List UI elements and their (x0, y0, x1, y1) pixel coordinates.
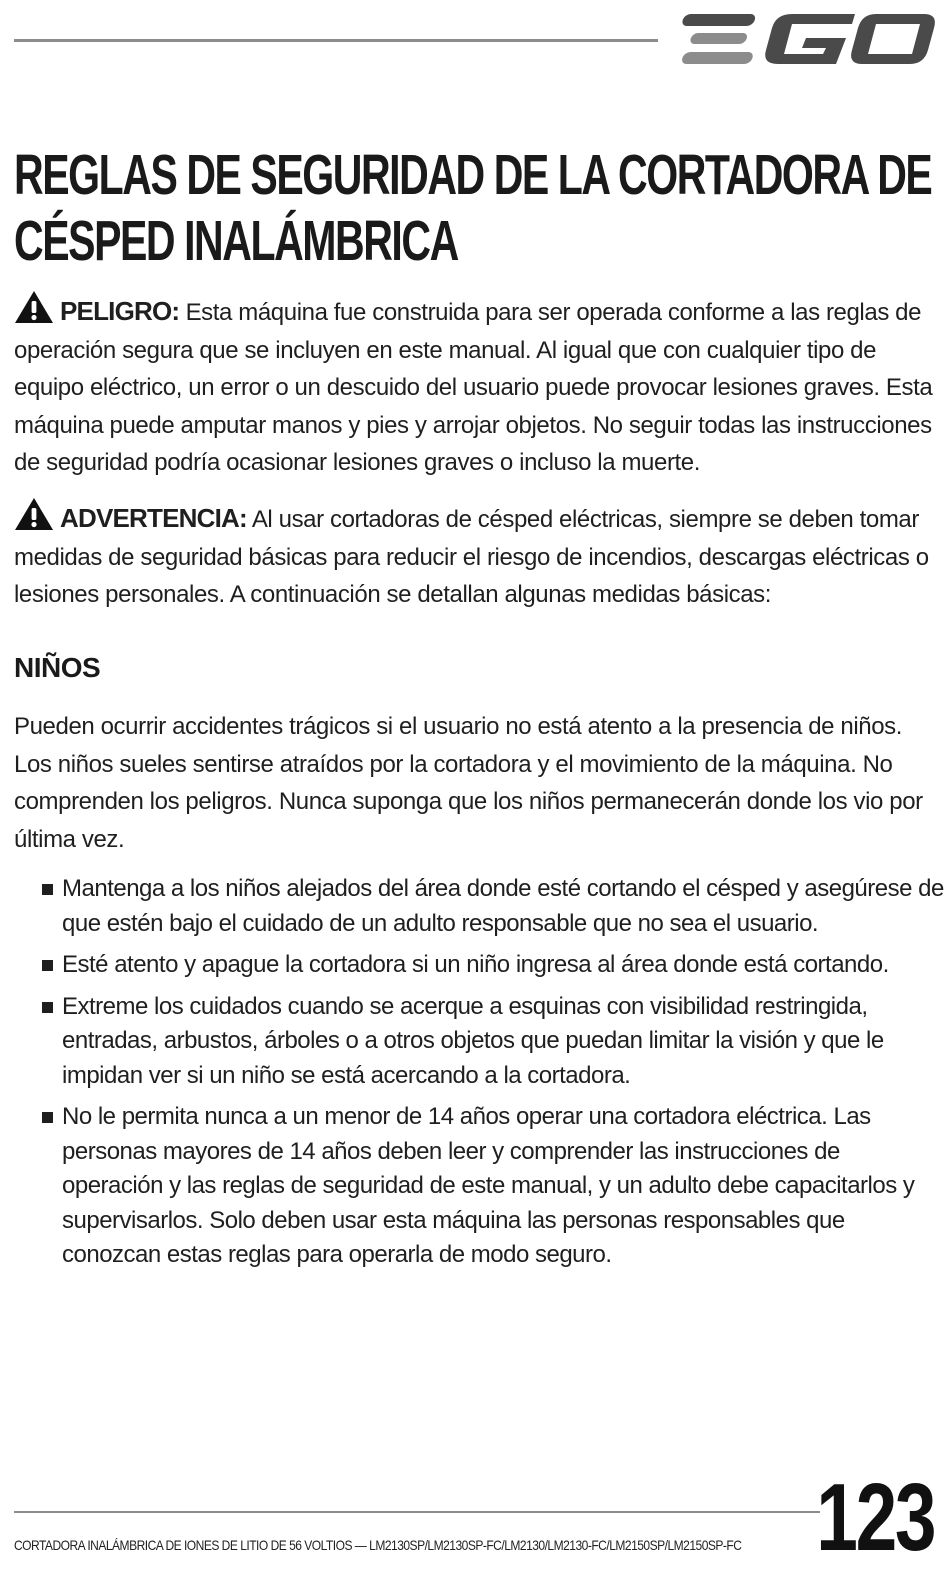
footer-rule (14, 1511, 820, 1513)
list-item (14, 872, 944, 941)
bullet-square-icon (42, 884, 53, 895)
ego-logo (680, 10, 936, 68)
danger-notice (14, 290, 938, 482)
warning-notice (14, 497, 938, 614)
list-item-text: No le permita nunca a un menor de 14 años operar una cortadora eléctrica. Las personas mayores de 14 años deben leer y comprender las instrucciones de operación y las reglas de seguridad de este manual, y un adulto debe capacitarlos y supervisarlos. Solo deben usar esta máquina las personas responsables que conozcan estas reglas para operarla de modo seguro. (62, 1103, 915, 1268)
list-item (14, 1100, 944, 1273)
list-item-text: Mantenga a los niños alejados del área donde esté cortando el césped y asegúrese de que estén bajo el cuidado de un adulto responsable que no sea el usuario. (62, 875, 944, 937)
danger-text: Esta máquina fue construida para ser operada conforme a las reglas de operación segura que se incluyen en este manual. Al igual que con cualquier tipo de equipo eléctrico, un error o un descuido del usuario puede provocar lesiones graves. Esta máquina puede amputar manos y pies y arrojar objetos. No seguir todas las instrucciones de seguridad podría ocasionar lesiones graves o incluso la muerte. (14, 299, 933, 476)
footer-text: CORTADORA INALÁMBRICA DE IONES DE LITIO DE 56 VOLTIOS — LM2130SP/LM2130SP-FC/LM2130/LM2130-FC/LM2150SP/LM2150SP-FC (14, 1537, 742, 1553)
list-item-text: Esté atento y apague la cortadora si un niño ingresa al área donde está cortando. (62, 951, 889, 978)
warning-triangle-icon (14, 497, 54, 531)
section-intro: Pueden ocurrir accidentes trágicos si el usuario no está atento a la presencia de niños. Los niños sueles sentirse atraídos por la cortadora y el movimiento de la máquina. No comprenden los peligros. Nunca suponga que los niños permanecerán donde los vio por última vez. (14, 713, 923, 853)
list-item-text: Extreme los cuidados cuando se acerque a esquinas con visibilidad restringida, entradas, arbustos, árboles o a otros objetos que puedan limitar la visión y que le impidan ver si un niño se está acercando a la cortadora. (62, 992, 884, 1089)
page-title (14, 142, 932, 274)
warning-label: ADVERTENCIA: (60, 503, 247, 533)
bullet-square-icon (42, 1112, 53, 1123)
header-rule (14, 39, 658, 42)
warning-text: Al usar cortadoras de césped eléctricas, siempre se deben tomar medidas de seguridad básicas para reducir el riesgo de incendios, descargas eléctricas o lesiones personales. A continuación se detallan algunas medidas básicas: (14, 506, 929, 608)
page-title-line2: CÉSPED INALÁMBRICA (14, 209, 458, 273)
danger-label: PELIGRO: (60, 296, 180, 326)
page-number: 123 (816, 1464, 934, 1571)
bullet-square-icon (42, 1002, 53, 1013)
list-item (14, 990, 944, 1094)
bullet-square-icon (42, 960, 53, 971)
section-heading: NIÑOS (14, 652, 101, 683)
warning-triangle-icon (14, 290, 54, 324)
bullet-list (14, 872, 944, 1280)
list-item (14, 948, 944, 983)
page-title-line1: REGLAS DE SEGURIDAD DE LA CORTADORA DE (14, 143, 932, 207)
